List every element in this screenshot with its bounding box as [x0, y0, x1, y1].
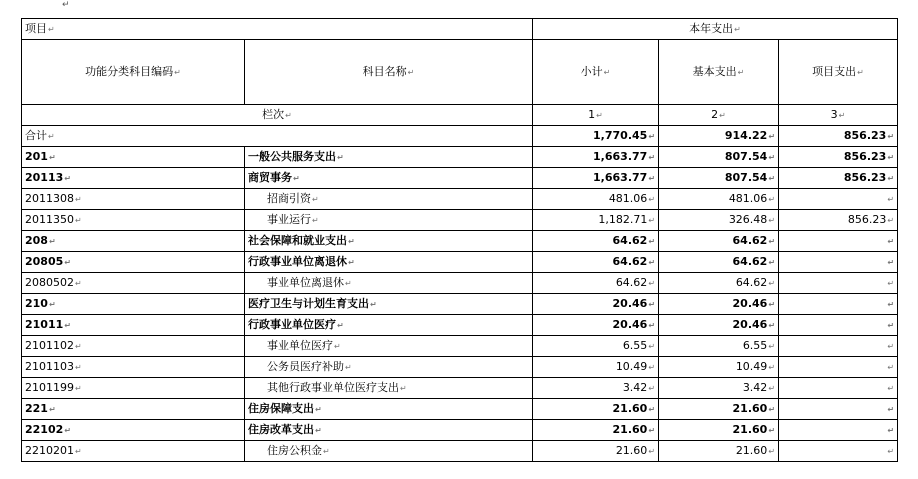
- basic-cell: 481.06 ↵: [659, 189, 779, 210]
- name-cell: 住房保障支出 ↵: [245, 399, 533, 420]
- name-header-cell: 科目名称 ↵: [245, 40, 533, 105]
- code-header-cell: 功能分类科目编码 ↵: [22, 40, 245, 105]
- header-row-2: [22, 40, 898, 105]
- corner-mark: ↵: [62, 0, 70, 10]
- code-cell: 210 ↵: [22, 294, 245, 315]
- code-cell: 208 ↵: [22, 231, 245, 252]
- table-row: [22, 378, 898, 399]
- table-row: [22, 441, 898, 462]
- column-no-1: 1 ↵: [533, 105, 659, 126]
- name-cell: 事业运行 ↵: [245, 210, 533, 231]
- subtotal-cell: 21.60 ↵: [533, 441, 659, 462]
- current-year-header-cell: 本年支出 ↵: [533, 19, 898, 40]
- basic-cell: 10.49 ↵: [659, 357, 779, 378]
- name-cell: 行政事业单位医疗 ↵: [245, 315, 533, 336]
- basic-cell: 64.62 ↵: [659, 231, 779, 252]
- code-cell: 2080502 ↵: [22, 273, 245, 294]
- basic-cell: 20.46 ↵: [659, 315, 779, 336]
- total-basic-cell: 914.22 ↵: [659, 126, 779, 147]
- project-cell: [779, 189, 898, 210]
- table-row: [22, 252, 898, 273]
- project-cell: [779, 441, 898, 462]
- subtotal-cell: 3.42 ↵: [533, 378, 659, 399]
- code-cell: 21011 ↵: [22, 315, 245, 336]
- subtotal-cell: 64.62 ↵: [533, 252, 659, 273]
- project-header-cell: 项目支出 ↵: [779, 40, 898, 105]
- basic-cell: 6.55 ↵: [659, 336, 779, 357]
- table-row: [22, 294, 898, 315]
- name-cell: 招商引资 ↵: [245, 189, 533, 210]
- code-cell: 201 ↵: [22, 147, 245, 168]
- basic-cell: 807.54 ↵: [659, 168, 779, 189]
- name-cell: 住房公积金 ↵: [245, 441, 533, 462]
- basic-cell: 21.60 ↵: [659, 441, 779, 462]
- total-row: [22, 126, 898, 147]
- column-number-row: [22, 105, 898, 126]
- project-cell: [779, 336, 898, 357]
- column-no-3: 3 ↵: [779, 105, 898, 126]
- code-cell: 2101103 ↵: [22, 357, 245, 378]
- table-row: [22, 336, 898, 357]
- subtotal-cell: 1,182.71 ↵: [533, 210, 659, 231]
- project-cell: [779, 378, 898, 399]
- subtotal-cell: 21.60 ↵: [533, 420, 659, 441]
- expenditure-table: [21, 18, 898, 462]
- name-cell: 住房改革支出 ↵: [245, 420, 533, 441]
- name-cell: 公务员医疗补助 ↵: [245, 357, 533, 378]
- code-cell: 22102 ↵: [22, 420, 245, 441]
- subtotal-cell: 6.55 ↵: [533, 336, 659, 357]
- total-project-cell: 856.23 ↵: [779, 126, 898, 147]
- subtotal-cell: 1,663.77 ↵: [533, 168, 659, 189]
- column-no-2: 2 ↵: [659, 105, 779, 126]
- code-cell: 2101102 ↵: [22, 336, 245, 357]
- project-cell: 856.23 ↵: [779, 210, 898, 231]
- name-cell: 行政事业单位离退休 ↵: [245, 252, 533, 273]
- subtotal-cell: 64.62 ↵: [533, 273, 659, 294]
- subtotal-cell: 20.46 ↵: [533, 315, 659, 336]
- code-cell: 2210201 ↵: [22, 441, 245, 462]
- table-row: [22, 399, 898, 420]
- table-row: [22, 357, 898, 378]
- code-cell: 2101199 ↵: [22, 378, 245, 399]
- project-cell: [779, 315, 898, 336]
- table-row: [22, 168, 898, 189]
- subtotal-cell: 481.06 ↵: [533, 189, 659, 210]
- subtotal-header-cell: 小计 ↵: [533, 40, 659, 105]
- item-header-cell: 项目 ↵: [22, 19, 533, 40]
- code-cell: 20113 ↵: [22, 168, 245, 189]
- subtotal-cell: 10.49 ↵: [533, 357, 659, 378]
- basic-cell: 3.42 ↵: [659, 378, 779, 399]
- project-cell: 856.23 ↵: [779, 147, 898, 168]
- table-row: [22, 210, 898, 231]
- project-cell: [779, 357, 898, 378]
- basic-cell: 20.46 ↵: [659, 294, 779, 315]
- project-cell: [779, 273, 898, 294]
- table-row: [22, 315, 898, 336]
- project-cell: [779, 252, 898, 273]
- subtotal-cell: 21.60 ↵: [533, 399, 659, 420]
- subtotal-cell: 64.62 ↵: [533, 231, 659, 252]
- project-cell: [779, 399, 898, 420]
- name-cell: 一般公共服务支出 ↵: [245, 147, 533, 168]
- name-cell: 商贸事务 ↵: [245, 168, 533, 189]
- code-cell: 2011308 ↵: [22, 189, 245, 210]
- total-label-cell: 合计 ↵: [22, 126, 533, 147]
- basic-cell: 326.48 ↵: [659, 210, 779, 231]
- total-subtotal-cell: 1,770.45 ↵: [533, 126, 659, 147]
- header-row-1: [22, 19, 898, 40]
- subtotal-cell: 20.46 ↵: [533, 294, 659, 315]
- basic-cell: 21.60 ↵: [659, 420, 779, 441]
- basic-cell: 64.62 ↵: [659, 273, 779, 294]
- project-cell: [779, 420, 898, 441]
- basic-cell: 807.54 ↵: [659, 147, 779, 168]
- code-cell: 20805 ↵: [22, 252, 245, 273]
- subtotal-cell: 1,663.77 ↵: [533, 147, 659, 168]
- column-no-label-cell: 栏次 ↵: [22, 105, 533, 126]
- name-cell: 事业单位医疗 ↵: [245, 336, 533, 357]
- table-row: [22, 420, 898, 441]
- project-cell: 856.23 ↵: [779, 168, 898, 189]
- project-cell: [779, 294, 898, 315]
- table-row: [22, 231, 898, 252]
- table-row: [22, 147, 898, 168]
- basic-cell: 21.60 ↵: [659, 399, 779, 420]
- table-row: [22, 273, 898, 294]
- code-cell: 221 ↵: [22, 399, 245, 420]
- project-cell: [779, 231, 898, 252]
- basic-cell: 64.62 ↵: [659, 252, 779, 273]
- table-row: [22, 189, 898, 210]
- code-cell: 2011350 ↵: [22, 210, 245, 231]
- name-cell: 其他行政事业单位医疗支出 ↵: [245, 378, 533, 399]
- basic-header-cell: 基本支出 ↵: [659, 40, 779, 105]
- name-cell: 社会保障和就业支出 ↵: [245, 231, 533, 252]
- name-cell: 事业单位离退休 ↵: [245, 273, 533, 294]
- name-cell: 医疗卫生与计划生育支出 ↵: [245, 294, 533, 315]
